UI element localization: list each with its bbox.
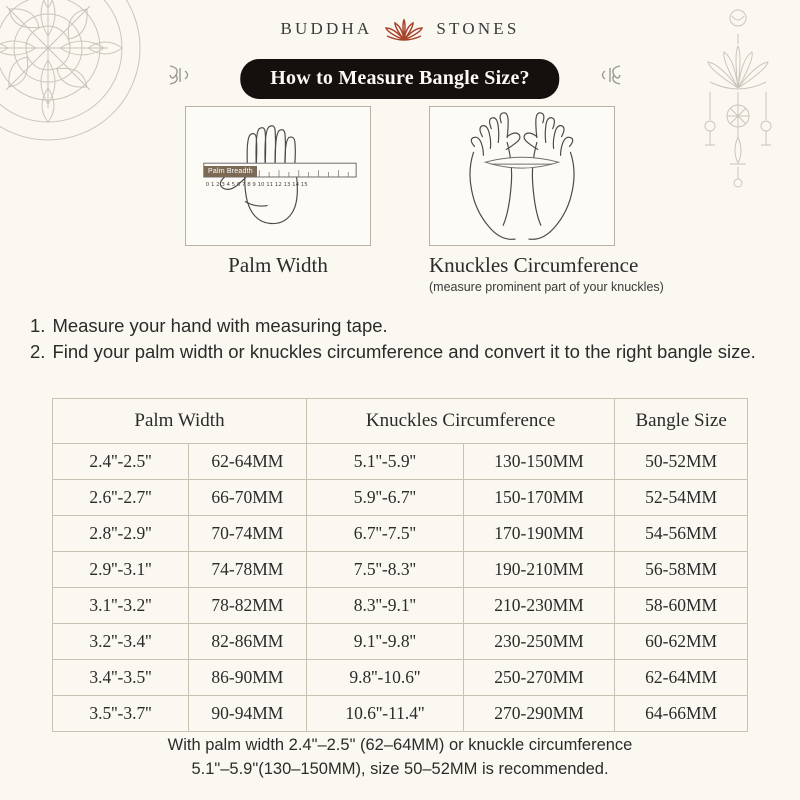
cell-palm-mm: 90-94MM <box>188 696 306 732</box>
cell-knuckle-in: 9.1''-9.8'' <box>306 624 463 660</box>
table-row <box>53 480 748 516</box>
recommendation-note-line1: With palm width 2.4"–2.5" (62–64MM) or knuckle circumference <box>167 736 633 755</box>
recommendation-note-line2: 5.1"–5.9"(130–150MM), size 50–52MM is recommended. <box>191 760 609 779</box>
page-title: How to Measure Bangle Size? <box>240 59 559 99</box>
cell-palm-in: 2.6''-2.7'' <box>53 480 189 516</box>
step-text: Measure your hand with measuring tape. <box>52 315 388 336</box>
cell-bangle-size: 58-60MM <box>615 588 748 624</box>
cell-knuckle-in: 6.7''-7.5'' <box>306 516 463 552</box>
cell-bangle-size: 64-66MM <box>615 696 748 732</box>
table-header-palm-width: Palm Width <box>53 399 307 444</box>
step-number: 1. <box>30 315 46 336</box>
table-row <box>53 444 748 480</box>
step-text: Find your palm width or knuckles circumference and convert it to the right bangle size. <box>52 341 756 363</box>
cell-knuckle-mm: 210-230MM <box>463 588 615 624</box>
cell-bangle-size: 60-62MM <box>615 624 748 660</box>
recommendation-note <box>0 734 800 782</box>
cell-knuckle-mm: 150-170MM <box>463 480 615 516</box>
palm-width-illustration <box>185 106 371 246</box>
cell-palm-in: 2.4''-2.5'' <box>53 444 189 480</box>
cell-bangle-size: 54-56MM <box>615 516 748 552</box>
flourish-right-icon <box>598 62 624 93</box>
table-row <box>53 624 748 660</box>
step-number: 2. <box>30 341 46 363</box>
cell-knuckle-mm: 270-290MM <box>463 696 615 732</box>
cell-knuckle-mm: 230-250MM <box>463 624 615 660</box>
cell-knuckle-in: 10.6''-11.4'' <box>306 696 463 732</box>
cell-knuckle-mm: 250-270MM <box>463 660 615 696</box>
cell-palm-mm: 78-82MM <box>188 588 306 624</box>
cell-knuckle-mm: 190-210MM <box>463 552 615 588</box>
ruler-tick-labels: 0 1 2 3 4 5 6 7 8 9 10 11 12 13 14 15 <box>205 181 308 188</box>
brand-header <box>0 14 800 44</box>
brand-word-right: STONES <box>436 19 520 38</box>
flourish-left-icon <box>166 62 192 93</box>
cell-palm-in: 3.4''-3.5'' <box>53 660 189 696</box>
instruction-steps <box>30 313 760 366</box>
brand-word-left: BUDDHA <box>280 19 373 38</box>
lotus-logo-icon <box>384 14 424 44</box>
table-header-knuckles-circumference: Knuckles Circumference <box>306 399 614 444</box>
cell-bangle-size: 56-58MM <box>615 552 748 588</box>
illustration-row <box>0 106 800 246</box>
cell-palm-in: 3.5''-3.7'' <box>53 696 189 732</box>
caption-knuckles-label: Knuckles Circumference <box>429 253 639 277</box>
table-row <box>53 696 748 732</box>
cell-palm-mm: 70-74MM <box>188 516 306 552</box>
cell-palm-in: 2.9''-3.1'' <box>53 552 189 588</box>
table-row <box>53 552 748 588</box>
ruler-label: Palm Breadth <box>204 166 257 177</box>
caption-palm-width-label: Palm Width <box>228 253 328 277</box>
table-header-row <box>53 399 748 444</box>
cell-palm-mm: 82-86MM <box>188 624 306 660</box>
caption-knuckles-circumference <box>429 253 664 294</box>
cell-palm-in: 3.2''-3.4'' <box>53 624 189 660</box>
cell-knuckle-in: 9.8''-10.6'' <box>306 660 463 696</box>
cell-palm-in: 2.8''-2.9'' <box>53 516 189 552</box>
caption-knuckles-subtext: (measure prominent part of your knuckles) <box>429 280 664 294</box>
cell-knuckle-in: 7.5''-8.3'' <box>306 552 463 588</box>
cell-palm-mm: 74-78MM <box>188 552 306 588</box>
cell-knuckle-in: 5.1''-5.9'' <box>306 444 463 480</box>
cell-bangle-size: 50-52MM <box>615 444 748 480</box>
cell-palm-mm: 86-90MM <box>188 660 306 696</box>
step-item <box>30 313 760 339</box>
cell-palm-in: 3.1''-3.2'' <box>53 588 189 624</box>
caption-palm-width <box>185 253 371 294</box>
bangle-size-table <box>52 398 748 732</box>
cell-knuckle-mm: 170-190MM <box>463 516 615 552</box>
table-row <box>53 588 748 624</box>
cell-knuckle-mm: 130-150MM <box>463 444 615 480</box>
cell-knuckle-in: 8.3''-9.1'' <box>306 588 463 624</box>
cell-palm-mm: 66-70MM <box>188 480 306 516</box>
cell-bangle-size: 62-64MM <box>615 660 748 696</box>
step-item <box>30 339 760 365</box>
cell-bangle-size: 52-54MM <box>615 480 748 516</box>
cell-knuckle-in: 5.9''-6.7'' <box>306 480 463 516</box>
table-row <box>53 660 748 696</box>
table-row <box>53 516 748 552</box>
cell-palm-mm: 62-64MM <box>188 444 306 480</box>
table-header-bangle-size: Bangle Size <box>615 399 748 444</box>
caption-row <box>0 253 800 294</box>
knuckles-circumference-illustration <box>429 106 615 246</box>
